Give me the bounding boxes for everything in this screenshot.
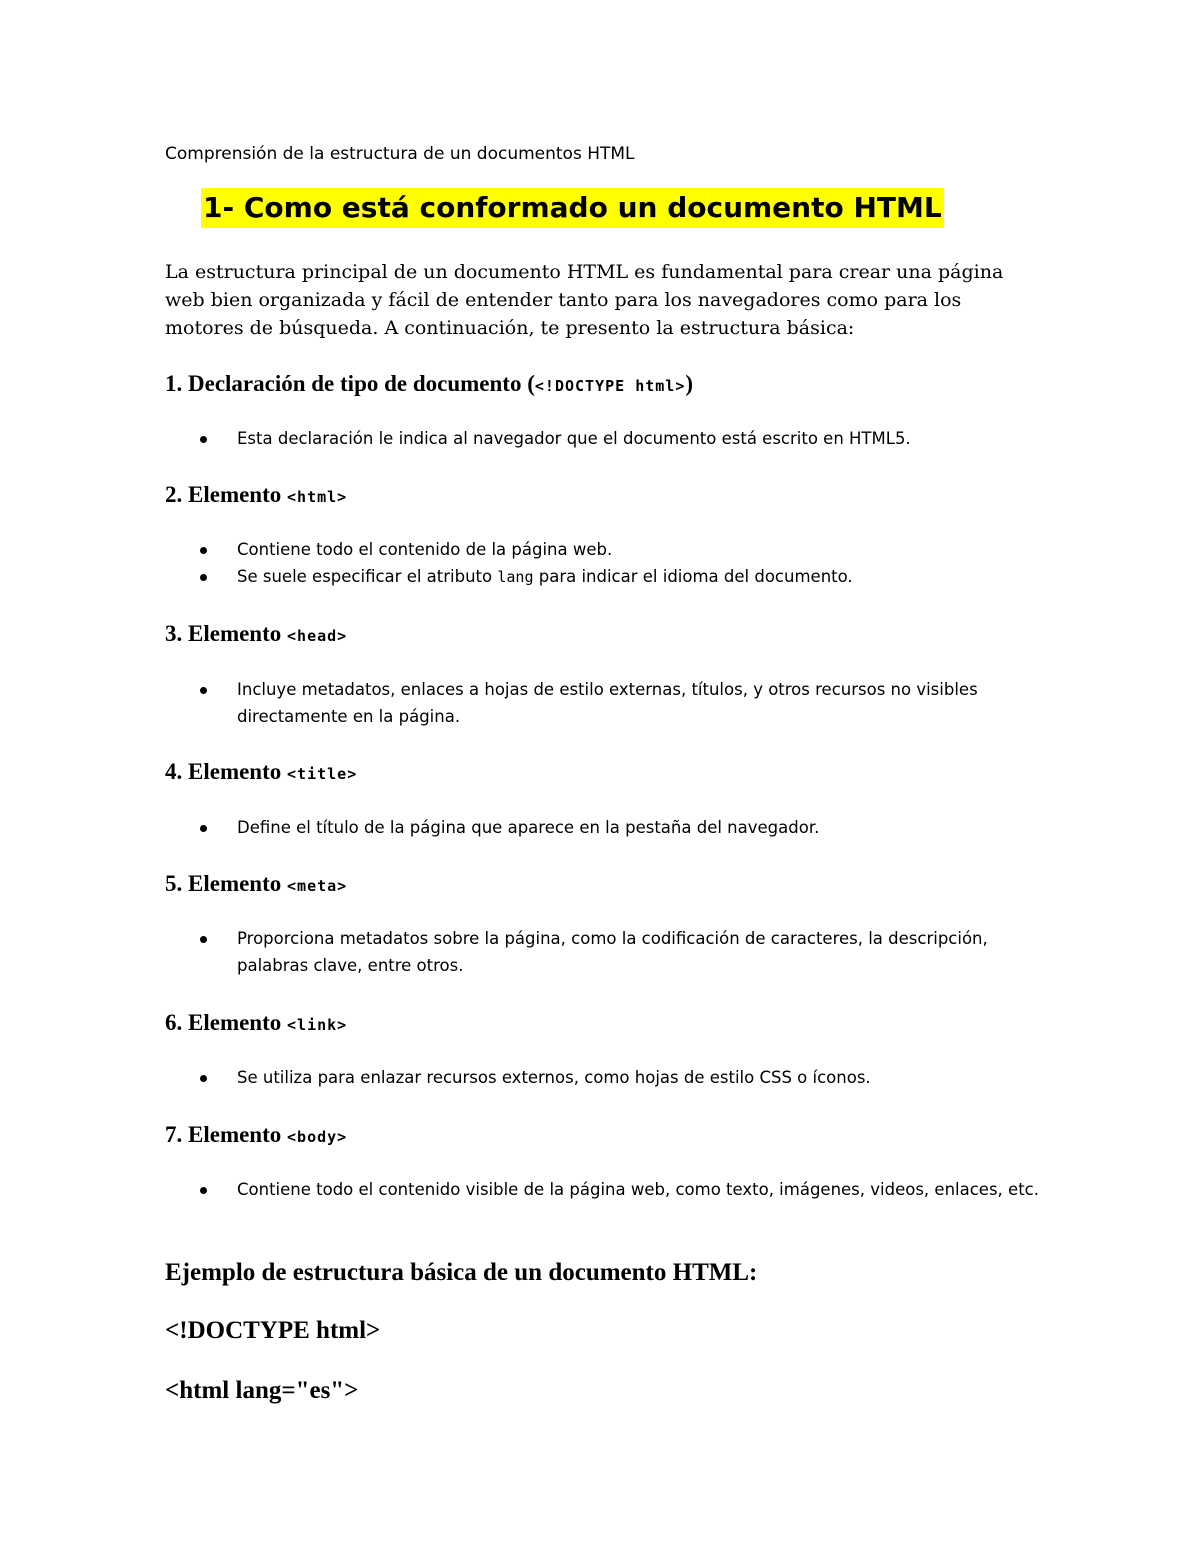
section-title-text: 6. Elemento [165, 1010, 288, 1035]
section-title-code: <body> [287, 1128, 348, 1146]
bullet-list [200, 536, 1040, 591]
code-line-html: <html lang="es"> [165, 1377, 359, 1404]
bullet-icon [200, 1075, 207, 1082]
document-top-line: Comprensión de la estructura de un documentos HTML [165, 144, 635, 164]
section-title-meta [165, 868, 347, 902]
bullet-text: Esta declaración le indica al navegador que el documento está escrito en HTML5. [237, 429, 911, 448]
bullet-text: Incluye metadatos, enlaces a hojas de estilo externas, títulos, y otros recursos no visibles directamente en la página. [237, 680, 978, 726]
section-title-html [165, 479, 347, 513]
section-title-text: 3. Elemento [165, 621, 288, 646]
bullet-icon [200, 574, 207, 581]
bullet-text: Contiene todo el contenido visible de la página web, como texto, imágenes, videos, enlaces, etc. [237, 1180, 1039, 1199]
bullet-icon [200, 687, 207, 694]
section-title-text: 7. Elemento [165, 1122, 288, 1147]
lang-attribute-code: lang [497, 568, 534, 586]
main-heading: 1- Como está conformado un documento HTML [201, 188, 944, 228]
section-title-code: <html> [287, 488, 348, 506]
code-line-doctype: <!DOCTYPE html> [165, 1317, 381, 1344]
section-title-text: 1. Declaración de tipo de documento ( [165, 371, 535, 396]
bullet-list [200, 814, 1040, 841]
section-title-code: <!DOCTYPE html> [534, 377, 686, 395]
bullet-list [200, 925, 1040, 979]
bullet-list [200, 425, 1040, 452]
section-title-suffix: ) [685, 371, 694, 396]
bullet-text: Define el título de la página que aparece en la pestaña del navegador. [237, 818, 820, 837]
section-title-code: <meta> [287, 877, 348, 895]
list-item [200, 1064, 1040, 1091]
section-title-text: 4. Elemento [165, 759, 288, 784]
list-item [200, 814, 1040, 841]
bullet-icon [200, 436, 207, 443]
bullet-icon [200, 1187, 207, 1194]
section-title-text: 5. Elemento [165, 871, 288, 896]
list-item [200, 563, 1040, 591]
bullet-text: Proporciona metadatos sobre la página, como la codificación de caracteres, la descripción, palabras clave, entre otros. [237, 929, 988, 975]
bullet-icon [200, 825, 207, 832]
list-item [200, 676, 1040, 730]
list-item [200, 536, 1040, 563]
section-title-text: 2. Elemento [165, 482, 288, 507]
bullet-list [200, 1064, 1040, 1091]
bullet-icon [200, 547, 207, 554]
section-title-link [165, 1007, 347, 1041]
bullet-text: Se suele especificar el atributo [237, 567, 498, 586]
list-item [200, 425, 1040, 452]
list-item [200, 925, 1040, 979]
section-title-doctype [165, 368, 693, 402]
bullet-text: Contiene todo el contenido de la página web. [237, 540, 613, 559]
intro-paragraph: La estructura principal de un documento HTML es fundamental para crear una página web bien organizada y fácil de entender tanto para los navegadores como para los motores de búsqueda. A continuación, te presento la estructura básica: [165, 261, 1004, 339]
bullet-text: Se utiliza para enlazar recursos externos, como hojas de estilo CSS o íconos. [237, 1068, 871, 1087]
section-title-code: <head> [287, 627, 348, 645]
bullet-list [200, 676, 1040, 730]
section-title-head [165, 618, 347, 652]
bullet-list [200, 1176, 1040, 1203]
section-title-code: <title> [287, 765, 358, 783]
section-title-code: <link> [287, 1016, 348, 1034]
section-title-title [165, 756, 357, 790]
example-title: Ejemplo de estructura básica de un documento HTML: [165, 1259, 758, 1286]
bullet-text: para indicar el idioma del documento. [533, 567, 853, 586]
section-title-body [165, 1119, 347, 1153]
list-item [200, 1176, 1040, 1203]
bullet-icon [200, 936, 207, 943]
